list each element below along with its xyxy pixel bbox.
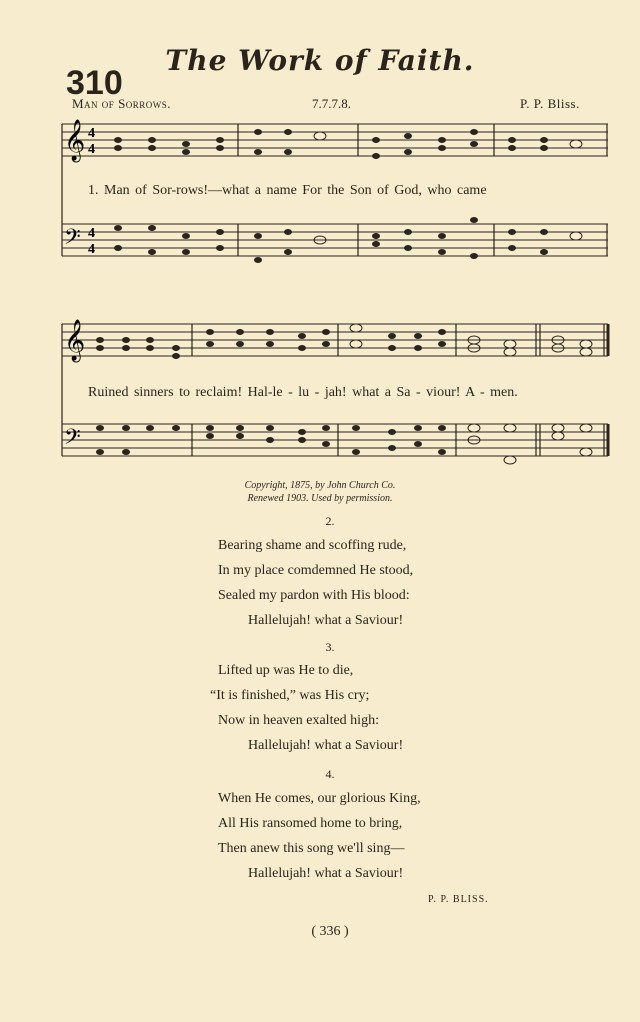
treble-staff-1 <box>62 124 608 156</box>
composer: P. P. Bliss. <box>520 96 580 111</box>
page-number: ( 336 ) <box>311 924 349 939</box>
lyric-line-2: Ruined sinners to reclaim! Hal-le - lu - jah! what a Sa - viour! A - men. <box>88 385 518 400</box>
stanza-line: Bearing shame and scoffing rude, <box>218 538 407 553</box>
author-attribution: P. P. BLISS. <box>428 894 489 905</box>
stanza-line: “It is finished,” was His cry; <box>210 688 370 703</box>
bass-staff-1 <box>62 224 608 256</box>
copyright-notice <box>0 479 640 505</box>
stanza-line: Lifted up was He to die, <box>218 663 354 678</box>
copyright-line-2: Renewed 1903. Used by permission. <box>247 493 393 504</box>
svg-text:4: 4 <box>88 126 95 141</box>
copyright-line-1: Copyright, 1875, by John Church Co. <box>244 480 396 491</box>
bass-staff-2 <box>62 424 608 456</box>
svg-text:4: 4 <box>88 226 95 241</box>
stanza-refrain: Hallelujah! what a Saviour! <box>248 738 404 753</box>
stanza-line: Sealed my pardon with His blood: <box>218 588 410 603</box>
treble-notes-1 <box>114 129 582 159</box>
bass-notes-2 <box>96 424 592 464</box>
stanza-refrain: Hallelujah! what a Saviour! <box>248 866 404 881</box>
stanza-refrain: Hallelujah! what a Saviour! <box>248 613 404 628</box>
stanza-number: 2. <box>325 514 335 528</box>
treble-clef-icon: 𝄞 <box>64 120 86 161</box>
tune-name: Man of Sorrows. <box>72 96 172 111</box>
stanza-line: In my place comdemned He stood, <box>218 563 414 578</box>
stanza-line: When He comes, our glorious King, <box>218 791 421 806</box>
hymn-number: 310 <box>66 64 123 102</box>
bass-clef-icon: 𝄢 <box>64 225 81 255</box>
stanza-line: Then anew this song we'll sing— <box>218 841 405 856</box>
treble-notes-2 <box>96 324 592 359</box>
svg-text:4: 4 <box>88 242 95 257</box>
stanza-number: 4. <box>325 767 335 781</box>
meter: 7.7.7.8. <box>312 96 351 111</box>
lyric-line-1: 1. Man of Sor-rows!—what a name For the Son of God, who came <box>88 183 487 198</box>
stanza-line: Now in heaven exalted high: <box>218 713 379 728</box>
treble-staff-2 <box>62 324 608 356</box>
svg-text:4: 4 <box>88 142 95 157</box>
section-title: The Work of Faith. <box>165 44 475 77</box>
stanza-number: 3. <box>325 640 335 654</box>
stanza-line: All His ransomed home to bring, <box>218 816 403 831</box>
treble-clef-icon: 𝄞 <box>64 320 86 361</box>
bass-clef-icon: 𝄢 <box>64 425 81 455</box>
